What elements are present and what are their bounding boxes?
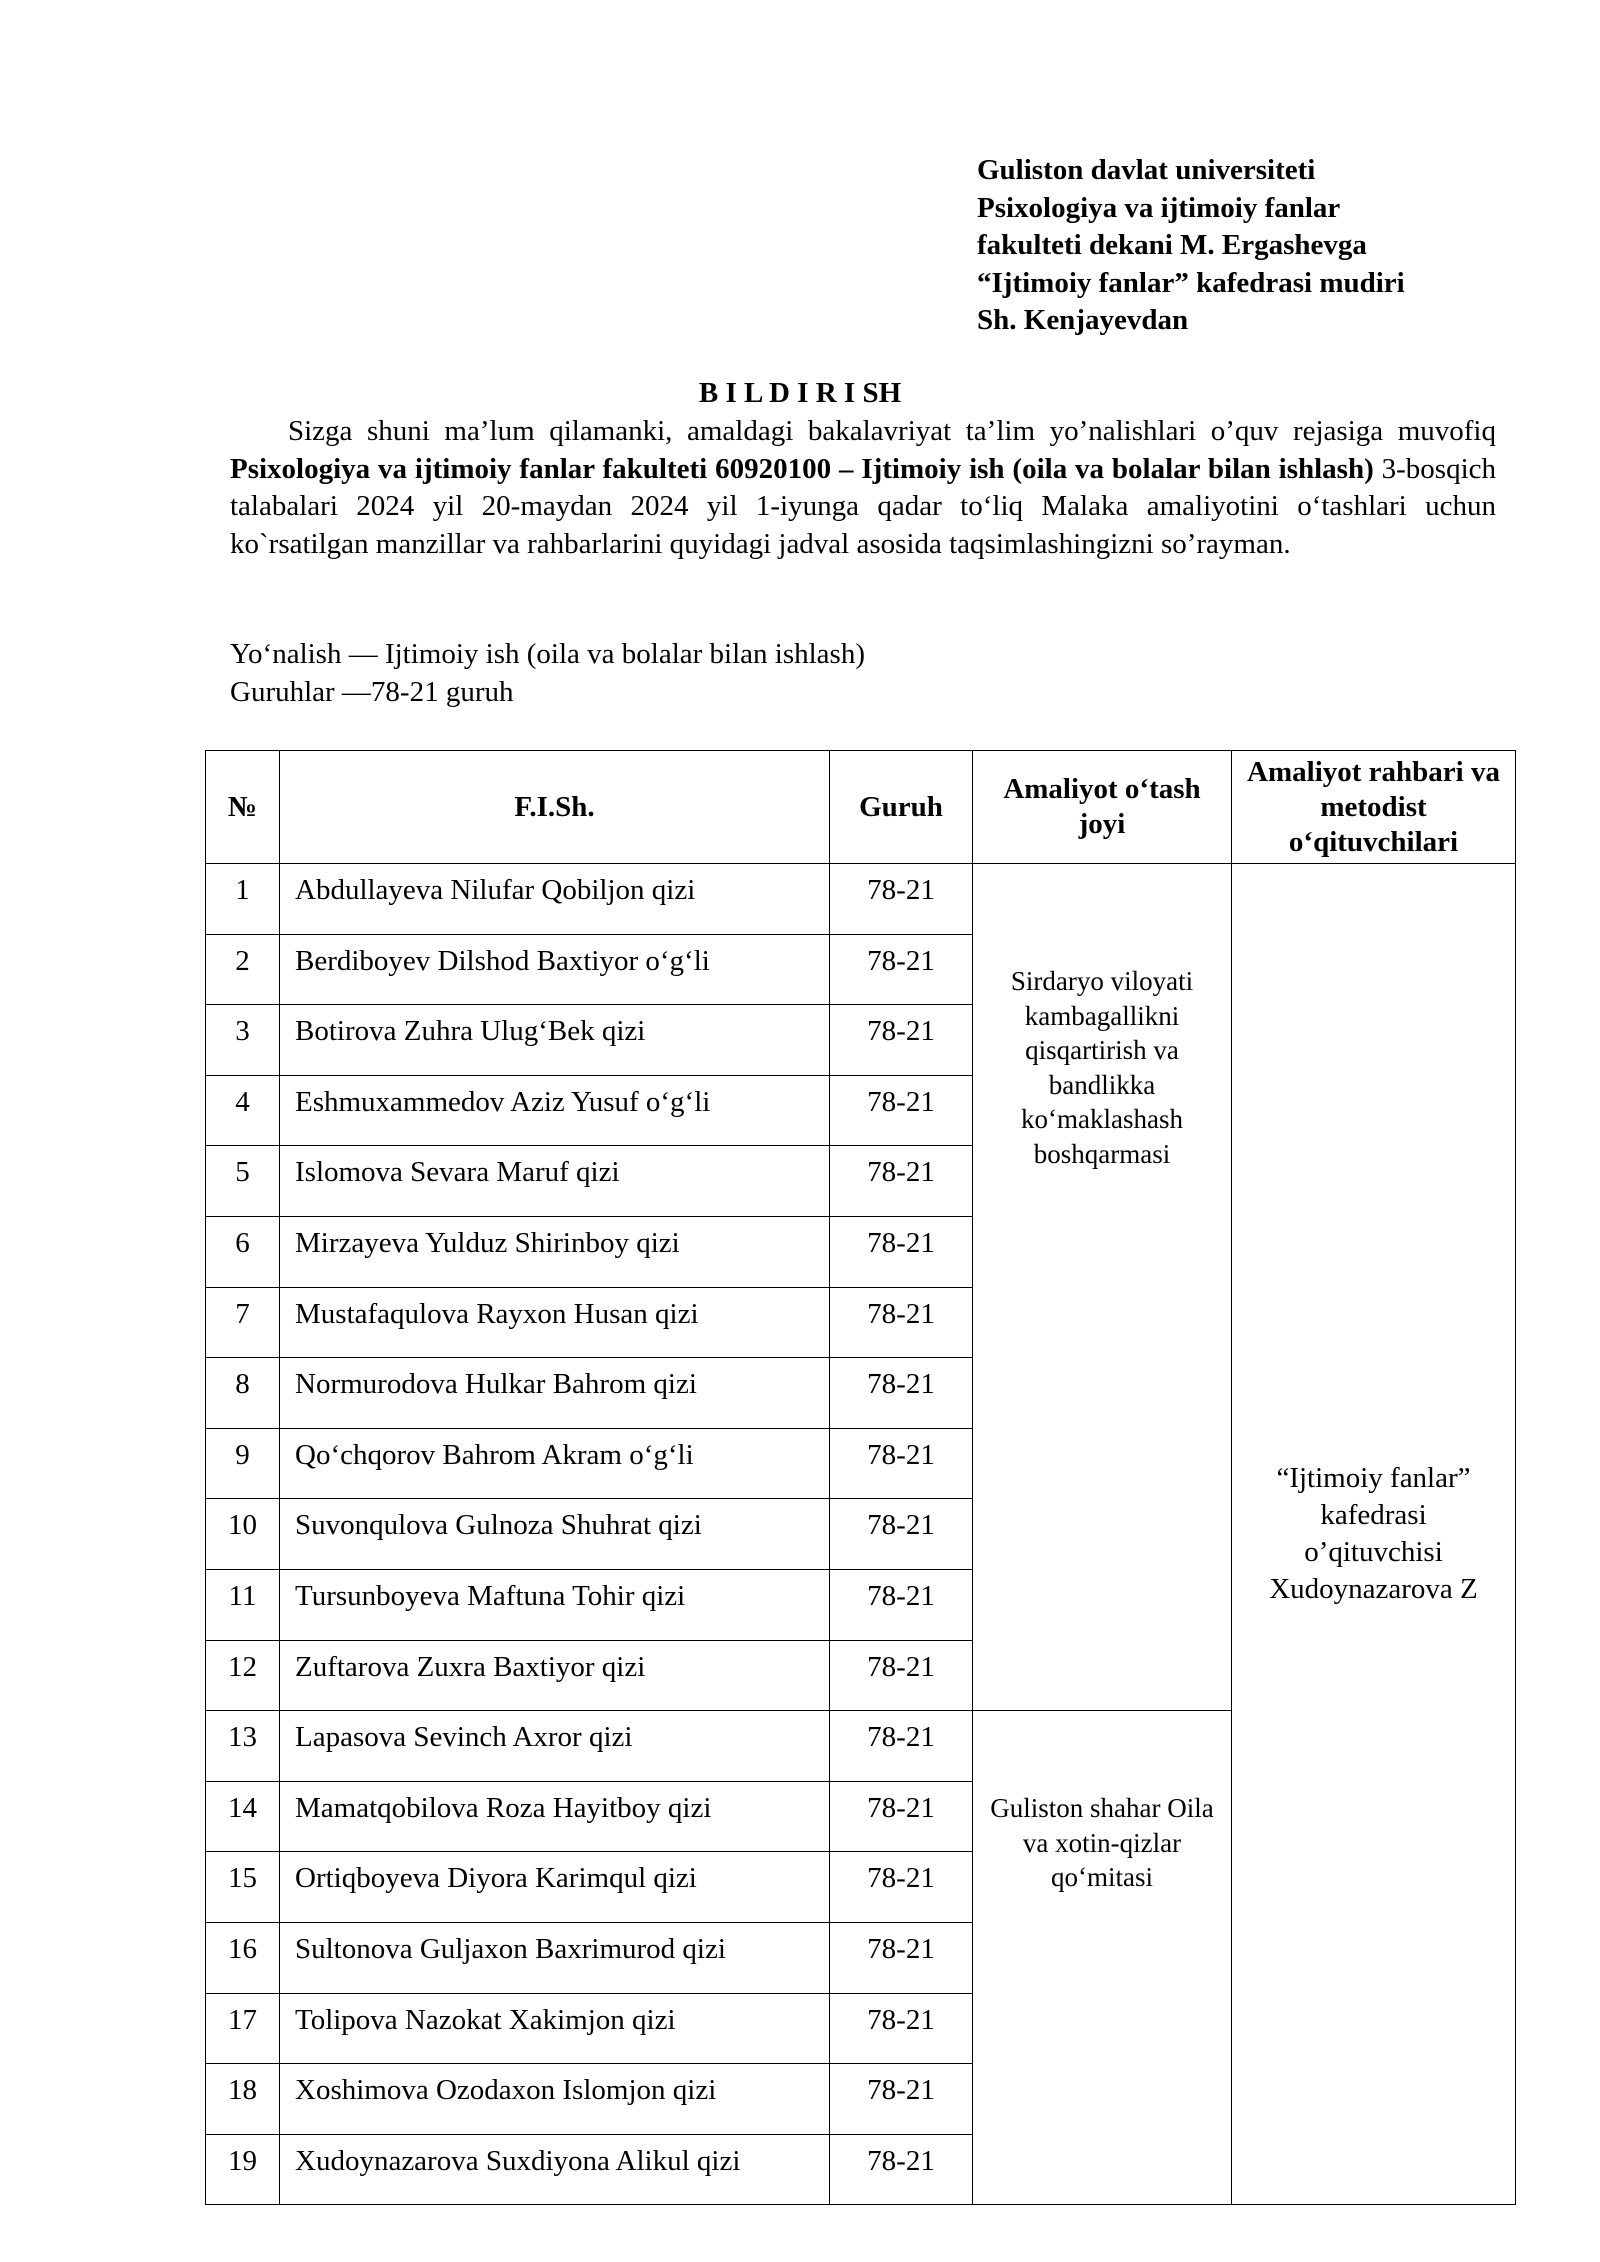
cell-name: Sultonova Guljaxon Baxrimurod qizi	[280, 1922, 830, 1993]
table-body	[206, 864, 1516, 2205]
cell-name: Zuftarova Zuxra Baxtiyor qizi	[280, 1640, 830, 1711]
cell-group: 78-21	[830, 1640, 973, 1711]
cell-group: 78-21	[830, 1075, 973, 1146]
cell-num: 18	[206, 2064, 280, 2135]
cell-group: 78-21	[830, 1993, 973, 2064]
body-text-part2: 3-bosqich talabalari 2024 yil 20-maydan 2024 yil 1-iyunga qadar to‘liq Malaka amaliyotini o‘tashlari uchun ko`rsatilgan manzillar va rahbarlarini quyidagi jadval asosida taqsimlashingizni so’rayman.	[230, 452, 1496, 560]
cell-name: Islomova Sevara Maruf qizi	[280, 1146, 830, 1217]
cell-name: Xudoynazarova Suxdiyona Alikul qizi	[280, 2134, 830, 2205]
cell-num: 9	[206, 1428, 280, 1499]
cell-group: 78-21	[830, 1499, 973, 1570]
cell-group: 78-21	[830, 1781, 973, 1852]
cell-group: 78-21	[830, 1216, 973, 1287]
cell-group: 78-21	[830, 864, 973, 935]
cell-num: 12	[206, 1640, 280, 1711]
direction-line: Yo‘nalish — Ijtimoiy ish (oila va bolalar bilan ishlash)	[230, 638, 865, 670]
cell-group: 78-21	[830, 1287, 973, 1358]
cell-group: 78-21	[830, 1358, 973, 1429]
cell-group: 78-21	[830, 2134, 973, 2205]
cell-name: Tolipova Nazokat Xakimjon qizi	[280, 1993, 830, 2064]
header-mentor: Amaliyot rahbari va metodist o‘qituvchilari	[1232, 751, 1516, 864]
cell-name: Mustafaqulova Rayxon Husan qizi	[280, 1287, 830, 1358]
cell-num: 6	[206, 1216, 280, 1287]
cell-group: 78-21	[830, 1005, 973, 1076]
cell-name: Tursunboyeva Maftuna Tohir qizi	[280, 1569, 830, 1640]
body-text-part1: Sizga shuni ma’lum qilamanki, amaldagi bakalavriyat ta’lim yo’nalishlari o’quv rejasiga muvofiq	[288, 415, 1496, 447]
header-group: Guruh	[830, 751, 973, 864]
addressee-block	[977, 152, 1405, 340]
cell-mentor: “Ijtimoiy fanlar” kafedrasi o’qituvchisi Xudoynazarova Z	[1232, 864, 1516, 2205]
cell-name: Xoshimova Ozodaxon Islomjon qizi	[280, 2064, 830, 2135]
cell-num: 13	[206, 1711, 280, 1782]
groups-line: Guruhlar —78-21 guruh	[230, 675, 514, 708]
document-title: B I L D I R I SH	[698, 377, 902, 409]
cell-name: Ortiqboyeva Diyora Karimqul qizi	[280, 1852, 830, 1923]
header-num: №	[206, 751, 280, 864]
cell-name: Lapasova Sevinch Axror qizi	[280, 1711, 830, 1782]
cell-group: 78-21	[830, 934, 973, 1005]
cell-num: 1	[206, 864, 280, 935]
addressee-line: Psixologiya va ijtimoiy fanlar	[977, 191, 1341, 224]
addressee-line: Sh. Kenjayevdan	[977, 304, 1189, 336]
cell-num: 17	[206, 1993, 280, 2064]
addressee-line: Guliston davlat universiteti	[977, 154, 1316, 186]
cell-group: 78-21	[830, 1569, 973, 1640]
cell-num: 4	[206, 1075, 280, 1146]
cell-place: Guliston shahar Oila va xotin-qizlar qo‘mitasi	[973, 1711, 1232, 2205]
cell-num: 7	[206, 1287, 280, 1358]
cell-group: 78-21	[830, 2064, 973, 2135]
cell-num: 11	[206, 1569, 280, 1640]
cell-group: 78-21	[830, 1711, 973, 1782]
cell-name: Abdullayeva Nilufar Qobiljon qizi	[280, 864, 830, 935]
cell-num: 15	[206, 1852, 280, 1923]
cell-name: Normurodova Hulkar Bahrom qizi	[280, 1358, 830, 1429]
table-header-row	[206, 751, 1516, 864]
cell-num: 16	[206, 1922, 280, 1993]
cell-num: 8	[206, 1358, 280, 1429]
cell-name: Eshmuxammedov Aziz Yusuf o‘g‘li	[280, 1075, 830, 1146]
body-paragraph	[230, 413, 1496, 563]
cell-num: 2	[206, 934, 280, 1005]
body-text-bold: Psixologiya va ijtimoiy fanlar fakulteti 60920100 – Ijtimoiy ish (oila va bolalar bilan ishlash)	[230, 452, 1374, 485]
cell-name: Mirzayeva Yulduz Shirinboy qizi	[280, 1216, 830, 1287]
cell-group: 78-21	[830, 1852, 973, 1923]
cell-group: 78-21	[830, 1428, 973, 1499]
cell-name: Botirova Zuhra Ulug‘Bek qizi	[280, 1005, 830, 1076]
cell-num: 19	[206, 2134, 280, 2205]
cell-name: Suvonqulova Gulnoza Shuhrat qizi	[280, 1499, 830, 1570]
addressee-line: fakulteti dekani M. Ergashevga	[977, 229, 1367, 261]
cell-num: 5	[206, 1146, 280, 1217]
cell-name: Qo‘chqorov Bahrom Akram o‘g‘li	[280, 1428, 830, 1499]
addressee-line: “Ijtimoiy fanlar” kafedrasi mudiri	[977, 266, 1405, 299]
cell-name: Mamatqobilova Roza Hayitboy qizi	[280, 1781, 830, 1852]
cell-num: 10	[206, 1499, 280, 1570]
cell-num: 14	[206, 1781, 280, 1852]
practice-table	[205, 750, 1516, 2205]
info-block	[230, 636, 865, 711]
cell-name: Berdiboyev Dilshod Baxtiyor o‘g‘li	[280, 934, 830, 1005]
cell-place: Sirdaryo viloyati kambagallikni qisqartirish va bandlikka ko‘maklashash boshqarmasi	[973, 864, 1232, 1711]
table-row	[206, 864, 1516, 935]
header-name: F.I.Sh.	[280, 751, 830, 864]
header-place: Amaliyot o‘tash joyi	[973, 751, 1232, 864]
cell-group: 78-21	[830, 1146, 973, 1217]
cell-group: 78-21	[830, 1922, 973, 1993]
cell-num: 3	[206, 1005, 280, 1076]
